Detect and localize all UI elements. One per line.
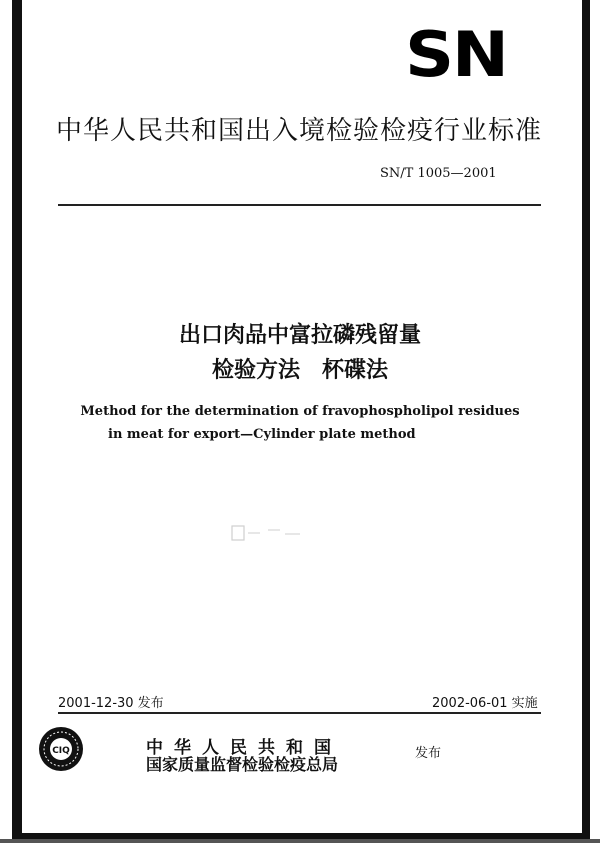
issuer-agency: 国家质量监督检验检疫总局 <box>146 755 339 774</box>
standard-code: SN/T 1005—2001 <box>380 166 497 181</box>
bottom-divider <box>58 712 541 714</box>
publish-label: 发布 <box>415 746 442 761</box>
issue-date: 2001-12-30 发布 <box>58 696 164 711</box>
scan-border-right <box>582 0 590 843</box>
organization-title: 中华人民共和国出入境检验检疫行业标准 <box>56 116 543 146</box>
faded-stamp-mark <box>230 522 310 544</box>
title-english-line1: Method for the determination of fravophospholipol residues <box>80 404 520 419</box>
state-emblem-icon <box>38 726 84 772</box>
scan-border-left <box>12 0 22 843</box>
emblem-text: CIQ <box>52 746 70 756</box>
top-divider <box>58 204 541 206</box>
implementation-date: 2002-06-01 实施 <box>432 696 538 711</box>
title-english-line2: in meat for export—Cylinder plate method <box>108 427 416 442</box>
scan-shadow-bottom <box>0 839 600 843</box>
title-chinese-line1: 出口肉品中富拉磷残留量 <box>178 323 421 348</box>
title-chinese-line2: 检验方法 杯碟法 <box>211 358 388 383</box>
sn-logo: SN <box>405 18 507 91</box>
issuer-country: 中华人民共和国 <box>146 738 342 758</box>
